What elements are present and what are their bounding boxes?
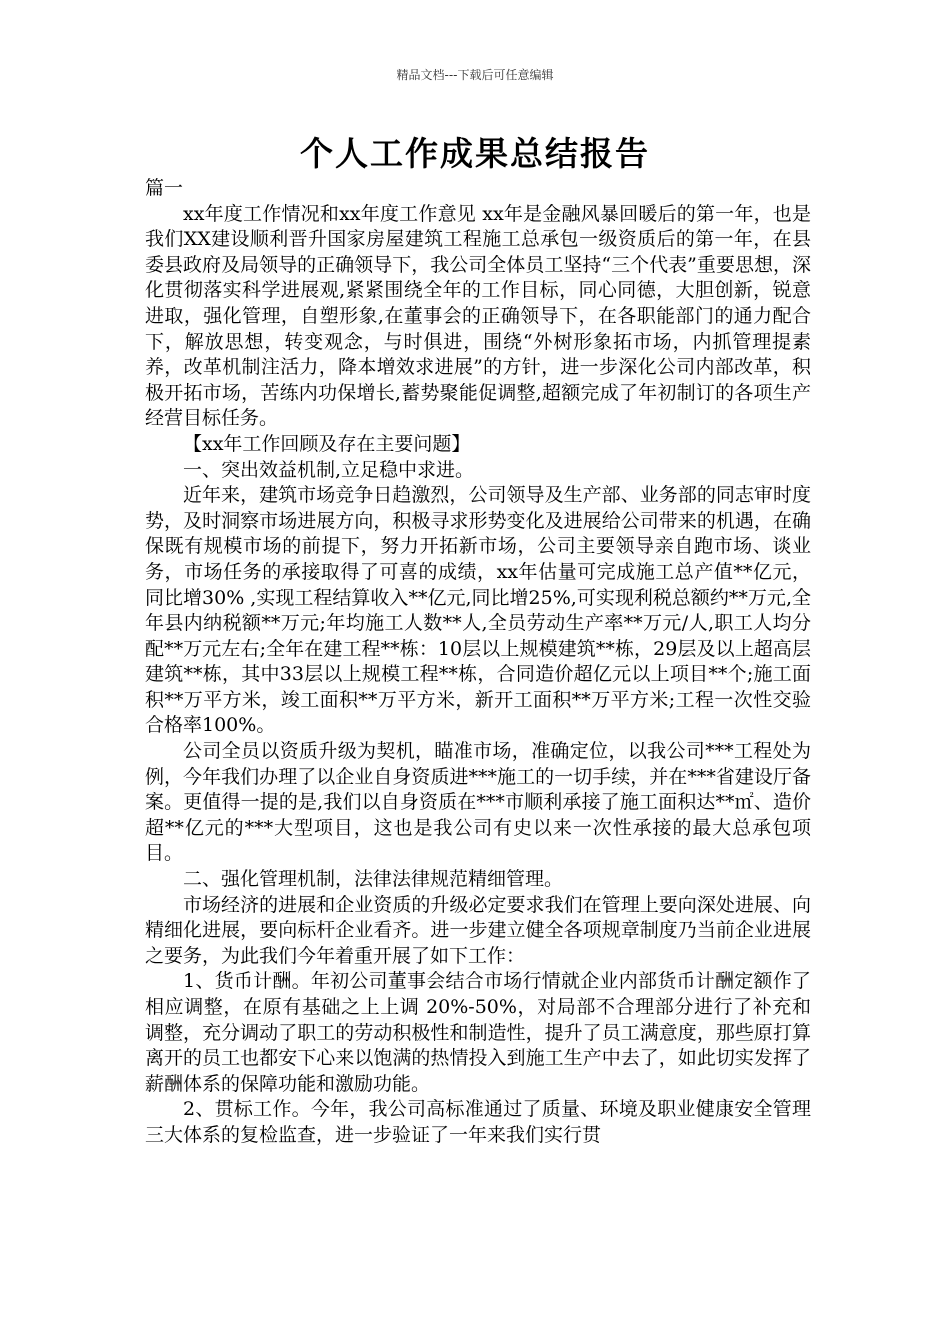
document-body: [145, 176, 811, 1149]
paragraph: 公司全员以资质升级为契机，瞄准市场，准确定位，以我公司***工程处为例，今年我们办理了以企业自身资质进***施工的一切手续，并在***省建设厅备案。更值得一提的是,我们以自身资质在***市顺利承接了施工面积达**㎡、造价超**亿元的***大型项目，这也是我公司有史以来一次性承接的最大总承包项目。: [145, 740, 811, 865]
paragraph: 市场经济的进展和企业资质的升级必定要求我们在管理上要向深处进展、向精细化进展，要向标杆企业看齐。进一步建立健全各项规章制度乃当前企业进展之要务，为此我们今年着重开展了如下工作：: [145, 893, 811, 967]
document-title: 个人工作成果总结报告: [300, 134, 650, 173]
section-heading: 二、强化管理机制，法律法律规范精细管理。: [183, 868, 564, 891]
paragraph: 近年来，建筑市场竞争日趋激烈，公司领导及生产部、业务部的同志审时度势，及时洞察市场进展方向，积极寻求形势变化及进展给公司带来的机遇，在确保既有规模市场的前提下，努力开拓新市场，公司主要领导亲自跑市场、谈业务，市场任务的承接取得了可喜的成绩，xx年估量可完成施工总产值**亿元，同比增30% ,实现工程结算收入**亿元,同比增25%,可实现利税总额约**万元,全年县内纳税额**万元;年均施工人数**人,全员劳动生产率**万元/人,职工人均分配**万元左右;全年在建工程**栋：10层以上规模建筑**栋，29层及以上超高层建筑**栋，其中33层以上规模工程**栋，合同造价超亿元以上项目**个;施工面积**万平方米，竣工面积**万平方米，新开工面积**万平方米;工程一次性交验合格率100%。: [145, 484, 811, 737]
paragraph: 1、货币计酬。年初公司董事会结合市场行情就企业内部货币计酬定额作了相应调整，在原有基础之上上调 20%-50%，对局部不合理部分进行了补充和调整，充分调动了职工的劳动积极性和制造性，提升了员工满意度，那些原打算离开的员工也都安下心来以饱满的热情投入到施工生产中去了，如此切实发挥了薪酬体系的保障功能和激励功能。: [145, 970, 811, 1095]
header-note: 精品文档---下载后可任意编辑: [396, 68, 554, 82]
paragraph: 2、贯标工作。今年，我公司高标准通过了质量、环境及职业健康安全管理三大体系的复检监查，进一步验证了一年来我们实行贯: [145, 1098, 811, 1146]
section-heading: 一、突出效益机制,立足稳中求进。: [183, 458, 475, 481]
section-heading: 【xx年工作回顾及存在主要问题】: [183, 432, 471, 455]
paragraph-chapter: 篇一: [145, 177, 184, 199]
paragraph: xx年度工作情况和xx年度工作意见 xx年是金融风暴回暖后的第一年，也是我们XX建设顺利晋升国家房屋建筑工程施工总承包一级资质后的第一年，在县委县政府及局领导的正确领导下，我公司全体员工坚持“三个代表”重要思想，深化贯彻落实科学进展观,紧紧围绕全年的工作目标，同心同德，大胆创新，锐意进取，强化管理，自塑形象,在董事会的正确领导下，在各职能部门的通力配合下，解放思想，转变观念，与时俱进，围绕“外树形象拓市场，内抓管理提素养，改革机制注活力，降本增效求进展”的方针，进一步深化公司内部改革，积极开拓市场，苦练内功保增长,蓄势聚能促调整,超额完成了年初制订的各项生产经营目标任务。: [145, 202, 811, 430]
